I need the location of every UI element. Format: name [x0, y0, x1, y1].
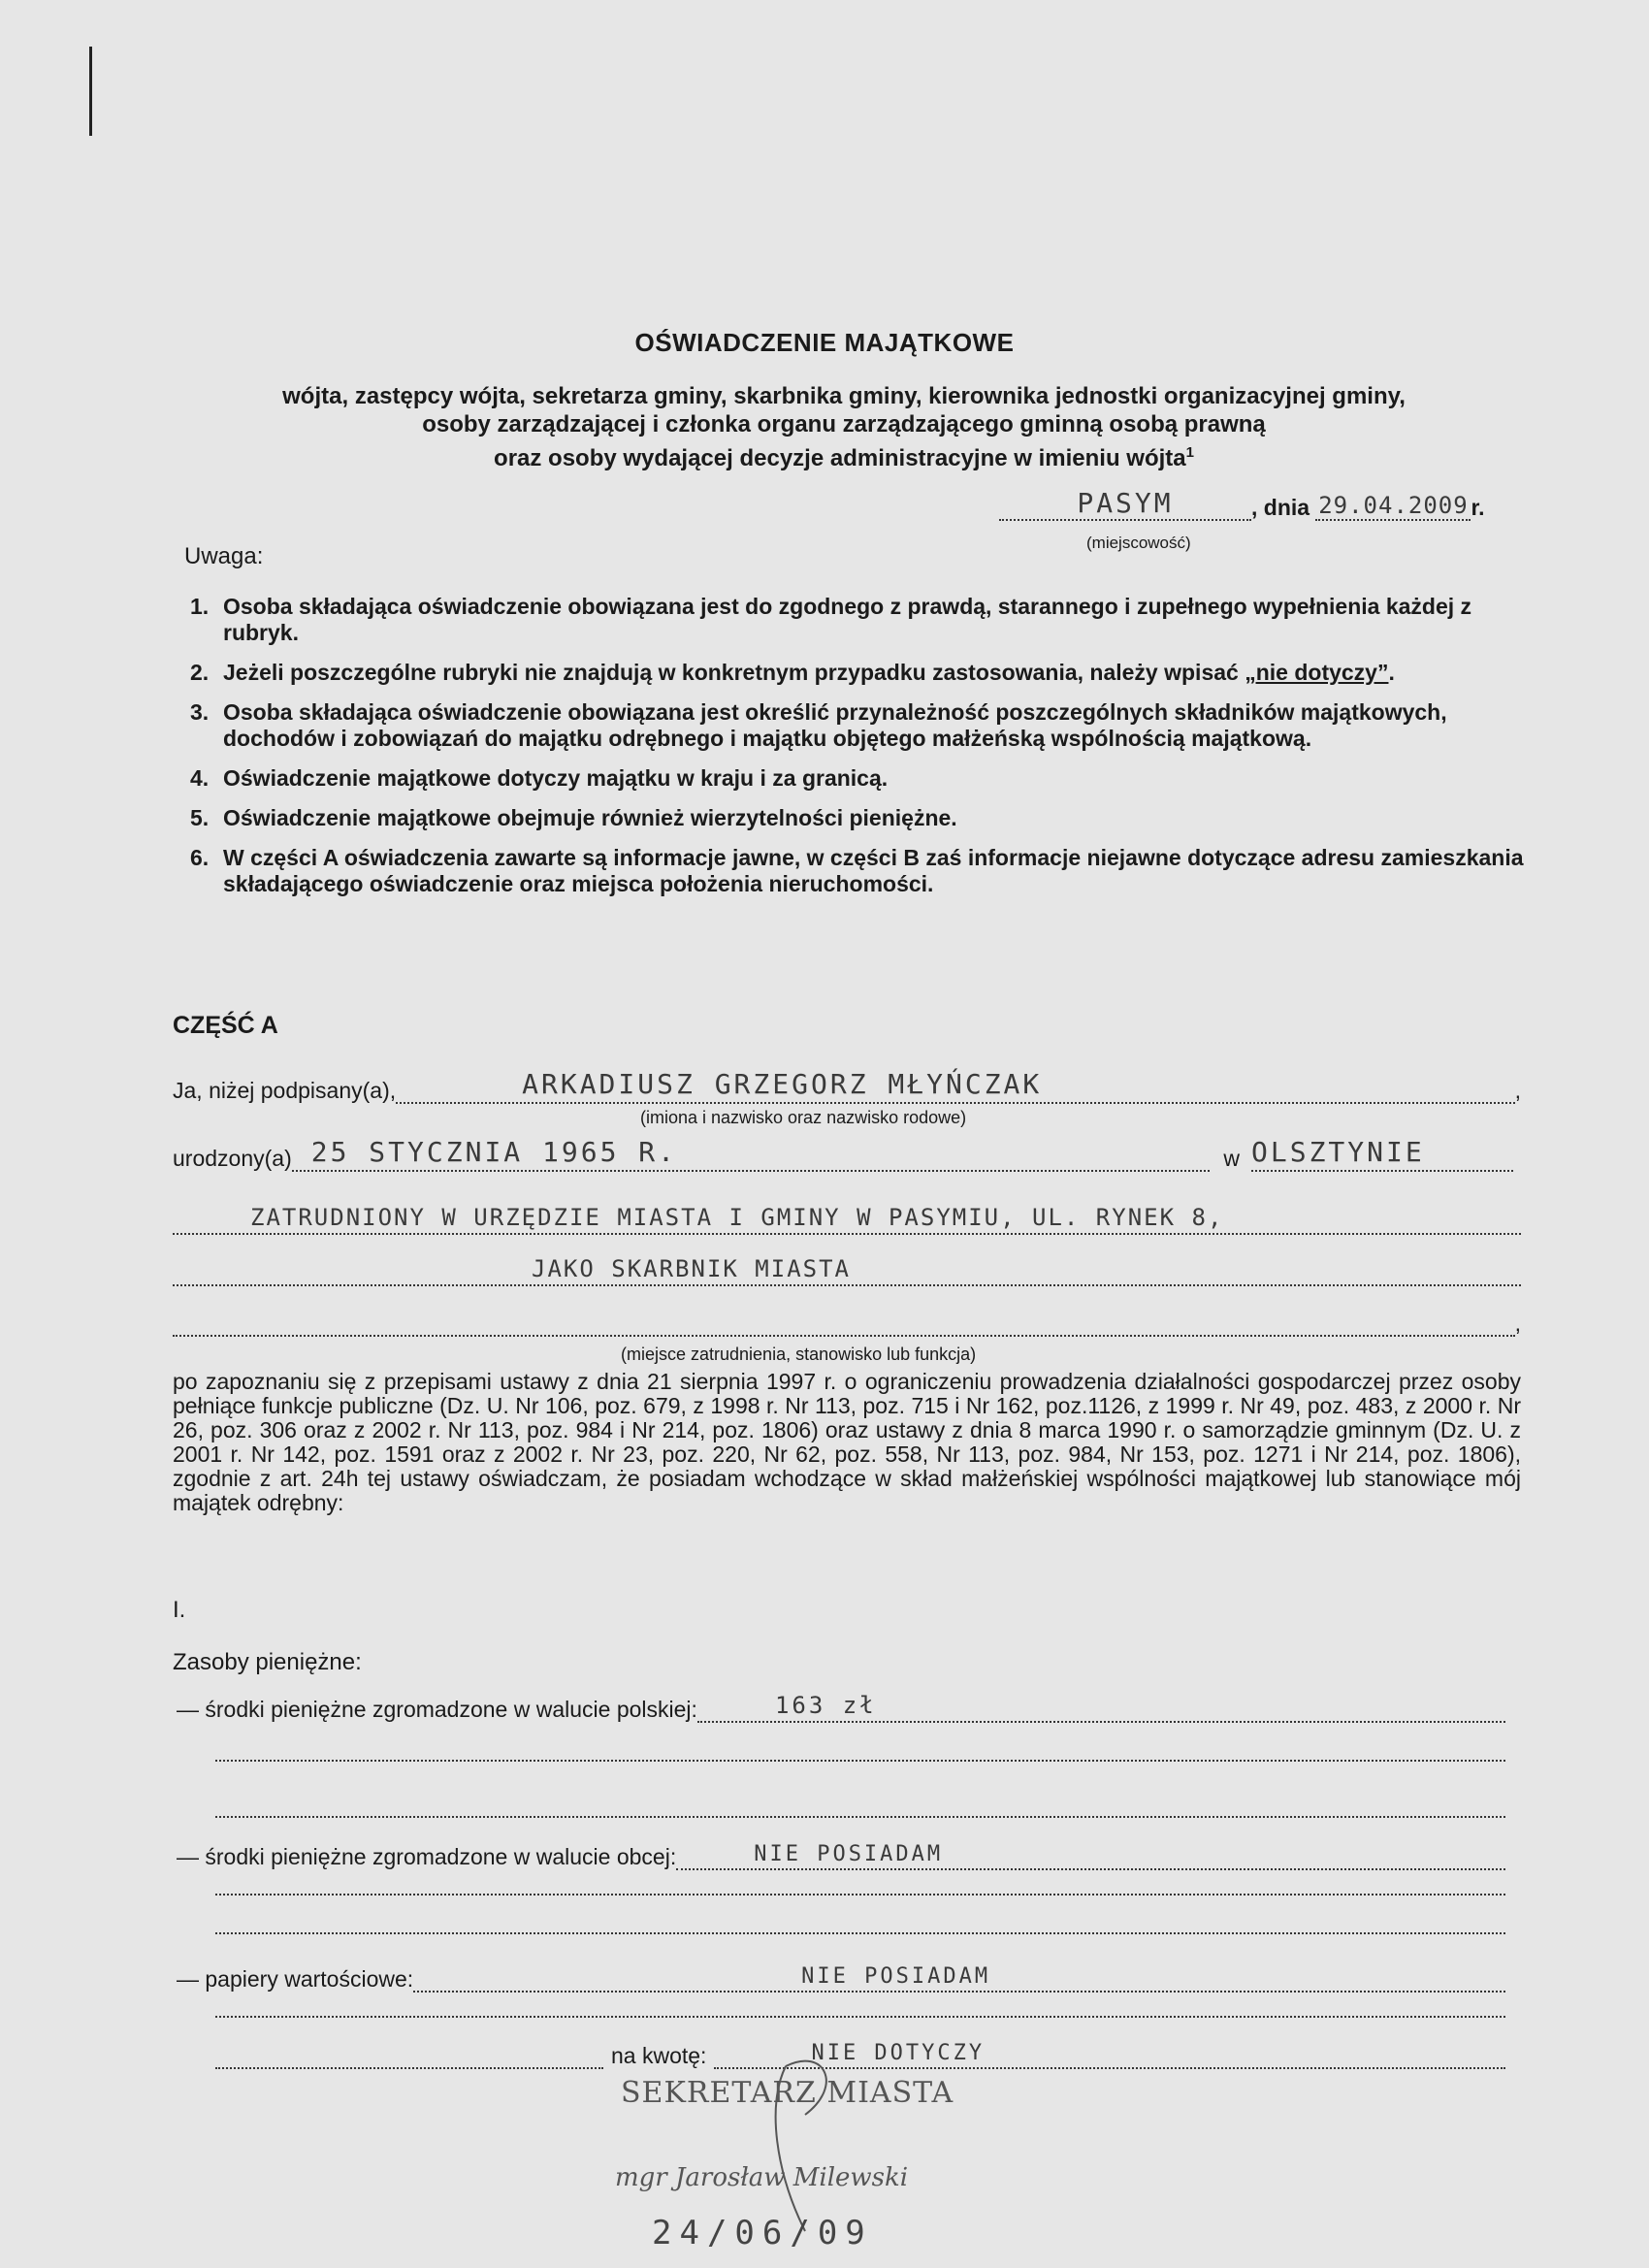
- name-caption: (imiona i nazwisko oraz nazwisko rodowe): [640, 1108, 967, 1127]
- place-date-line: [999, 487, 1485, 521]
- instruction-item: [190, 660, 1548, 686]
- instruction-item: [190, 699, 1548, 752]
- born-label: urodzony(a): [173, 1146, 292, 1171]
- place-field: [999, 487, 1251, 521]
- uwaga-label: Uwaga:: [184, 543, 264, 569]
- amount-label: na kwotę:: [611, 2043, 707, 2068]
- birth-place-value: OLSZTYNIE: [1251, 1136, 1425, 1168]
- instruction-number: 5.: [190, 805, 210, 830]
- subtitle-line-2: osoby zarządzającej i członka organu zarządzającego gminną osobą prawną: [422, 411, 1266, 437]
- instructions-list: [190, 594, 1548, 911]
- employment-caption: (miejsce zatrudnienia, stanowisko lub funkcja): [621, 1345, 977, 1364]
- blank-line: [215, 1892, 1505, 1895]
- instruction-number: 3.: [190, 699, 210, 725]
- birth-date-value: 25 STYCZNIA 1965 R.: [310, 1136, 678, 1168]
- pln-value: 163 zł: [774, 1692, 877, 1719]
- amount-value: NIE DOTYCZY: [811, 2041, 986, 2065]
- pln-label: — środki pieniężne zgromadzone w walucie polskiej:: [177, 1697, 697, 1722]
- employment-field-3: [173, 1310, 1515, 1337]
- ja-label: Ja, niżej podpisany(a),: [173, 1078, 397, 1103]
- securities-row: [177, 1965, 1505, 1993]
- instruction-item: [190, 765, 1548, 792]
- w-label: w: [1223, 1146, 1240, 1171]
- stamp-date: 24/06/09: [652, 2214, 873, 2252]
- document-subtitle: [165, 382, 1523, 472]
- birth-place-row: [1251, 1136, 1513, 1172]
- stamp-name: mgr Jarosław Milewski: [615, 2163, 909, 2192]
- dnia-label: , dnia: [1251, 495, 1310, 520]
- instruction-tail: .: [1388, 660, 1395, 685]
- instruction-text: Oświadczenie majątkowe obejmuje również wierzytelności pieniężne.: [223, 805, 957, 830]
- instruction-number: 6.: [190, 845, 210, 870]
- place-value: PASYM: [1077, 487, 1174, 519]
- instruction-text: Oświadczenie majątkowe dotyczy majątku w kraju i za granicą.: [223, 765, 889, 791]
- birth-row: [173, 1136, 1240, 1172]
- instruction-item: [190, 805, 1548, 831]
- instruction-text: Jeżeli poszczególne rubryki nie znajdują w konkretnym przypadku zastosowania, należy wpisać: [223, 660, 1239, 685]
- place-caption: (miejscowość): [1086, 534, 1191, 552]
- name-field: [396, 1068, 1514, 1104]
- instruction-number: 2.: [190, 660, 210, 685]
- blank-line: [215, 1758, 1505, 1762]
- r-label: r.: [1471, 495, 1485, 520]
- instruction-text: Osoba składająca oświadczenie obowiązana jest do zgodnego z prawdą, starannego i zupełnego wypełnienia każdej z rubryk.: [223, 594, 1472, 645]
- employment-row-1: [173, 1204, 1521, 1235]
- margin-mark: [89, 47, 92, 136]
- employment-value-2: JAKO SKARBNIK MIASTA: [532, 1255, 851, 1282]
- legal-basis-text: po zapoznaniu się z przepisami ustawy z dnia 21 sierpnia 1997 r. o ograniczeniu prowadzenia działalności gospodarczej przez osoby pełniące funkcje publiczne (Dz. U. Nr 106, poz. 679, z 1998 r. Nr 113, poz. 715 i Nr 162, poz.1126, z 1999 r. Nr 49, poz. 483, z 2000 r. Nr 26, poz. 306 oraz z 2002 r. Nr 113, poz. 984 i Nr 214, poz. 1806) oraz ustawy z dnia 8 marca 1990 r. o samorządzie gminnym (Dz. U. z 2001 r. Nr 142, poz. 1591 oraz z 2002 r. Nr 23, poz. 220, Nr 62, poz. 558, Nr 113, poz. 984, Nr 153, poz. 1271 i Nr 214, poz. 1806), zgodnie z art. 24h tej ustawy oświadczam, że posiadam wchodzące w skład małżeńskiej wspólności majątkowej lub stanowiące mój majątek odrębny:: [173, 1369, 1521, 1515]
- date-field: [1315, 492, 1471, 521]
- foreign-field: [676, 1843, 1505, 1870]
- date-value: 29.04.2009: [1318, 492, 1469, 519]
- employment-value-1: ZATRUDNIONY W URZĘDZIE MIASTA I GMINY W PASYMIU, UL. RYNEK 8,: [250, 1204, 1224, 1231]
- instruction-number: 4.: [190, 765, 210, 791]
- footnote-mark: 1: [1185, 444, 1194, 461]
- section-i-heading: Zasoby pieniężne:: [173, 1649, 362, 1675]
- part-a-heading: CZĘŚĆ A: [173, 1012, 278, 1039]
- employment-field-1: [173, 1204, 1521, 1235]
- comma: ,: [1514, 1078, 1521, 1103]
- birth-date-field: [292, 1136, 1211, 1172]
- name-row: [173, 1068, 1521, 1104]
- foreign-value: NIE POSIADAM: [754, 1842, 944, 1866]
- employment-row-3: [173, 1310, 1521, 1337]
- amount-pre-field: [215, 2042, 603, 2069]
- subtitle-line-3-text: oraz osoby wydającej decyzje administracyjne w imieniu wójta: [494, 445, 1186, 471]
- blank-line: [215, 1814, 1505, 1818]
- birth-place-field: [1251, 1136, 1513, 1172]
- subtitle-line-3: [165, 438, 1523, 472]
- blank-line: [215, 2014, 1505, 2018]
- instruction-emphasis: „nie dotyczy”: [1245, 660, 1389, 685]
- subtitle-line-1: wójta, zastępcy wójta, sekretarza gminy, skarbnika gminy, kierownika jednostki organizacyjnej gminy,: [282, 383, 1406, 409]
- employment-row-2: [173, 1255, 1521, 1286]
- securities-label: — papiery wartościowe:: [177, 1966, 414, 1992]
- pln-field: [697, 1692, 1505, 1723]
- instruction-text: Osoba składająca oświadczenie obowiązana jest określić przynależność poszczególnych składników majątkowych, dochodów i zobowiązań do majątku odrębnego i majątku objętego małżeńską wspólnością majątkową.: [223, 699, 1447, 751]
- stamp-title: SEKRETARZ MIASTA: [621, 2076, 954, 2110]
- name-value: ARKADIUSZ GRZEGORZ MŁYŃCZAK: [522, 1068, 1043, 1100]
- section-i-number: I.: [173, 1597, 186, 1623]
- document-title: OŚWIADCZENIE MAJĄTKOWE: [634, 328, 1015, 357]
- instruction-item: [190, 594, 1548, 646]
- instruction-text: W części A oświadczenia zawarte są informacje jawne, w części B zaś informacje niejawne dotyczące adresu zamieszkania składającego oświadczenie oraz miejsca położenia nieruchomości.: [223, 845, 1524, 896]
- instruction-number: 1.: [190, 594, 210, 619]
- securities-field: [413, 1965, 1505, 1993]
- blank-line: [215, 1930, 1505, 1934]
- pln-row: [177, 1692, 1505, 1723]
- instruction-item: [190, 845, 1548, 897]
- foreign-label: — środki pieniężne zgromadzone w walucie obcej:: [177, 1844, 677, 1869]
- comma: ,: [1514, 1311, 1521, 1336]
- employment-field-2: [173, 1255, 1521, 1286]
- foreign-row: [177, 1843, 1505, 1870]
- securities-value: NIE POSIADAM: [801, 1964, 991, 1989]
